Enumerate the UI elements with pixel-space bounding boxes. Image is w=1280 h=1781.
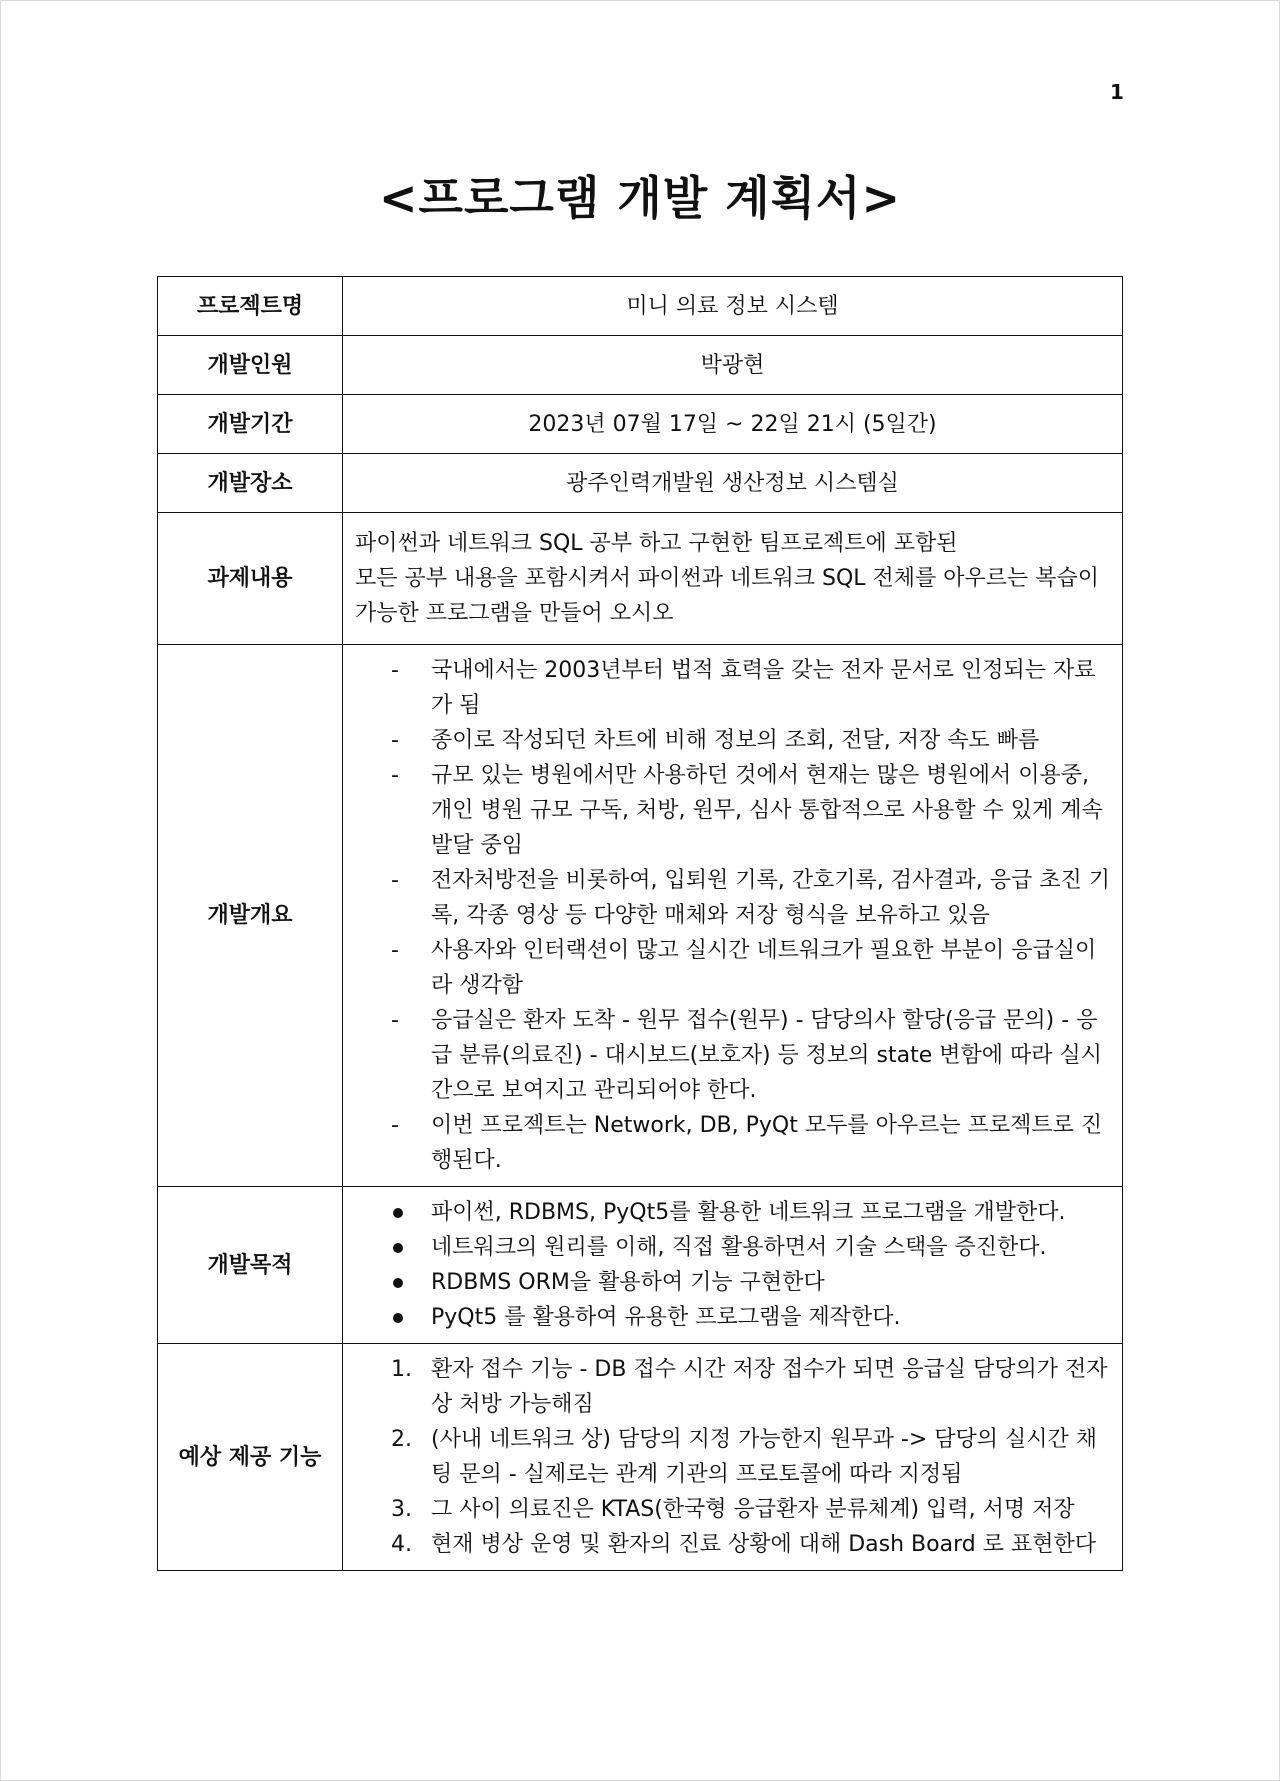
dash-marker: - — [391, 728, 399, 753]
list-item-text: 규모 있는 병원에서만 사용하던 것에서 현재는 많은 병원에서 이용중, 개인 병원 규모 구독, 처방, 원무, 심사 통합적으로 사용할 수 있게 계속 발달 중임 — [431, 763, 1103, 858]
list-item — [343, 1527, 1112, 1562]
list-item-text: 이번 프로젝트는 Network, DB, PyQt 모두를 아우르는 프로젝트로 진행된다. — [431, 1113, 1103, 1173]
bullet-icon — [393, 1278, 403, 1288]
list-item — [343, 863, 1112, 933]
task-line: 파이썬과 네트워크 SQL 공부 하고 구현한 팀프로젝트에 포함된 — [355, 531, 958, 556]
list-item-text: 환자 접수 기능 - DB 접수 시간 저장 접수가 되면 응급실 담당의가 전자상 처방 가능해짐 — [431, 1357, 1108, 1417]
number-marker: 2. — [391, 1427, 412, 1452]
label-overview: 개발개요 — [158, 645, 343, 1187]
dash-marker: - — [391, 1113, 399, 1138]
list-item — [343, 1492, 1112, 1527]
bullet-icon — [393, 1313, 403, 1323]
list-item — [343, 653, 1112, 723]
overview-list — [343, 645, 1122, 1186]
label-developer: 개발인원 — [158, 336, 343, 395]
list-item-text: 파이썬, RDBMS, PyQt5를 활용한 네트워크 프로그램을 개발한다. — [431, 1200, 1066, 1225]
features-list — [343, 1344, 1122, 1570]
row-overview — [158, 645, 1123, 1187]
label-task: 과제내용 — [158, 513, 343, 645]
label-location: 개발장소 — [158, 454, 343, 513]
list-item — [343, 933, 1112, 1003]
list-item — [343, 1230, 1112, 1265]
list-item — [343, 758, 1112, 863]
value-project-name: 미니 의료 정보 시스템 — [343, 277, 1123, 336]
list-item-text: 응급실은 환자 도착 - 원무 접수(원무) - 담당의사 할당(응급 문의) - 응급 분류(의료진) - 대시보드(보호자) 등 정보의 state 변함에 따라 실시간으로 보여지고 관리되어야 한다. — [431, 1008, 1102, 1103]
value-location: 광주인력개발원 생산정보 시스템실 — [343, 454, 1123, 513]
value-developer: 박광현 — [343, 336, 1123, 395]
row-purpose — [158, 1187, 1123, 1344]
list-item-text: 그 사이 의료진은 KTAS(한국형 응급환자 분류체계) 입력, 서명 저장 — [431, 1497, 1075, 1522]
list-item-text: RDBMS ORM을 활용하여 기능 구현한다 — [431, 1270, 825, 1295]
plan-table — [157, 276, 1123, 1571]
list-item — [343, 1195, 1112, 1230]
row-developer — [158, 336, 1123, 395]
value-purpose — [343, 1187, 1123, 1344]
label-project-name: 프로젝트명 — [158, 277, 343, 336]
value-overview — [343, 645, 1123, 1187]
list-item-text: 사용자와 인터랙션이 많고 실시간 네트워크가 필요한 부분이 응급실이라 생각함 — [431, 938, 1097, 998]
bullet-icon — [393, 1243, 403, 1253]
value-period: 2023년 07월 17일 ~ 22일 21시 (5일간) — [343, 395, 1123, 454]
value-features — [343, 1344, 1123, 1571]
number-marker: 3. — [391, 1497, 412, 1522]
dash-marker: - — [391, 1008, 399, 1033]
list-item-text: 국내에서는 2003년부터 법적 효력을 갖는 전자 문서로 인정되는 자료가 됨 — [431, 658, 1096, 718]
row-project-name — [158, 277, 1123, 336]
row-location — [158, 454, 1123, 513]
list-item — [343, 1352, 1112, 1422]
dash-marker: - — [391, 763, 399, 788]
list-item-text: 종이로 작성되던 차트에 비해 정보의 조회, 전달, 저장 속도 빠름 — [431, 728, 1040, 753]
number-marker: 4. — [391, 1532, 412, 1557]
value-task — [343, 513, 1123, 645]
page-number: 1 — [1110, 80, 1124, 104]
list-item-text: (사내 네트워크 상) 담당의 지정 가능한지 원무과 -> 담당의 실시간 채팅 문의 - 실제로는 관계 기관의 프로토콜에 따라 지정됨 — [431, 1427, 1098, 1487]
list-item — [343, 1003, 1112, 1108]
list-item-text: 전자처방전을 비롯하여, 입퇴원 기록, 간호기록, 검사결과, 응급 초진 기록, 각종 영상 등 다양한 매체와 저장 형식을 보유하고 있음 — [431, 868, 1110, 928]
list-item — [343, 1300, 1112, 1335]
list-item — [343, 1265, 1112, 1300]
bullet-icon — [393, 1208, 403, 1218]
dash-marker: - — [391, 658, 399, 683]
task-line: 가능한 프로그램을 만들어 오시오 — [355, 601, 674, 626]
label-purpose: 개발목적 — [158, 1187, 343, 1344]
row-features — [158, 1344, 1123, 1571]
list-item — [343, 1422, 1112, 1492]
list-item-text: 네트워크의 원리를 이해, 직접 활용하면서 기술 스택을 증진한다. — [431, 1235, 1047, 1260]
label-features: 예상 제공 기능 — [158, 1344, 343, 1571]
label-period: 개발기간 — [158, 395, 343, 454]
row-task — [158, 513, 1123, 645]
dash-marker: - — [391, 868, 399, 893]
row-period — [158, 395, 1123, 454]
dash-marker: - — [391, 938, 399, 963]
list-item — [343, 723, 1112, 758]
number-marker: 1. — [391, 1357, 412, 1382]
purpose-list — [343, 1187, 1122, 1343]
task-line: 모든 공부 내용을 포함시켜서 파이썬과 네트워크 SQL 전체를 아우르는 복습이 — [355, 566, 1100, 591]
list-item — [343, 1108, 1112, 1178]
list-item-text: 현재 병상 운영 및 환자의 진료 상황에 대해 Dash Board 로 표현한다 — [431, 1532, 1096, 1557]
list-item-text: PyQt5 를 활용하여 유용한 프로그램을 제작한다. — [431, 1305, 901, 1330]
document-title: <프로그램 개발 계획서> — [378, 171, 902, 225]
